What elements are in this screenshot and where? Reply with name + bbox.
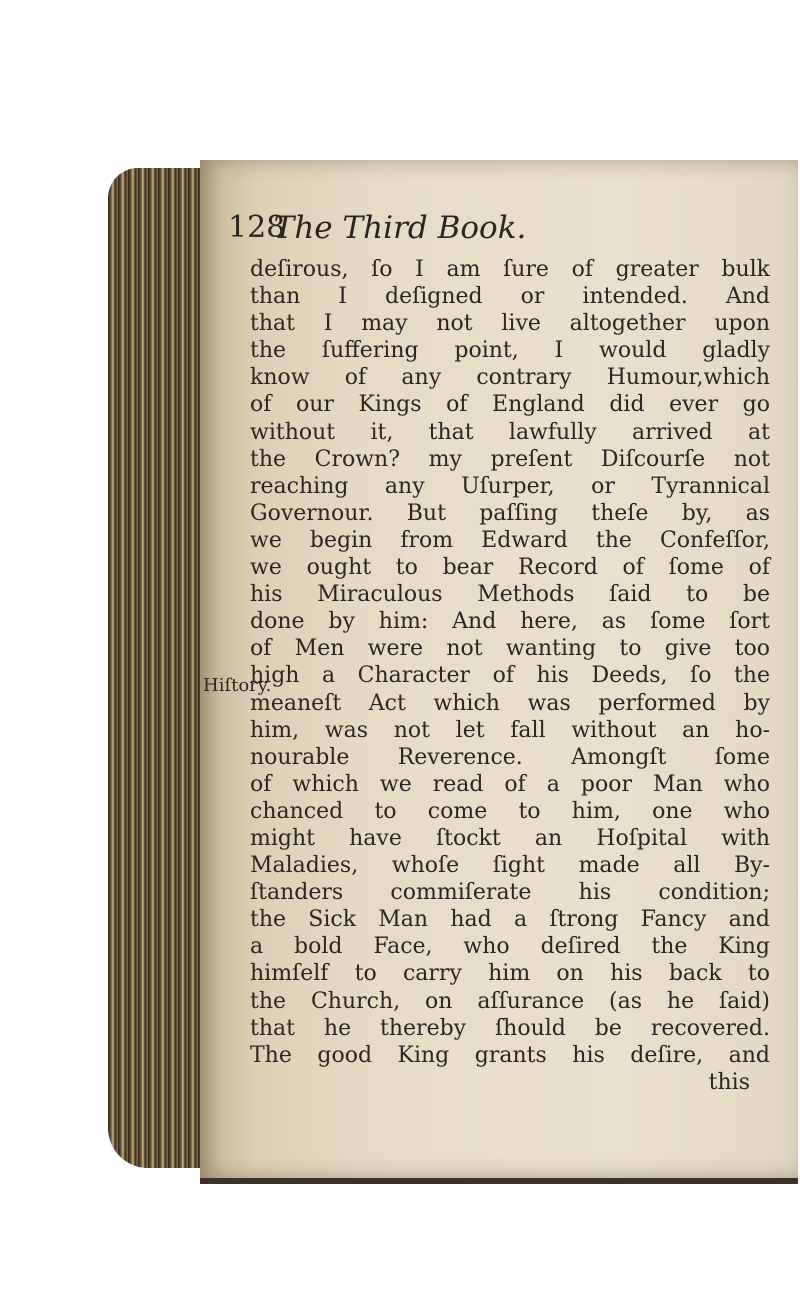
text-line: we ought to bear Record of ſome of: [250, 555, 770, 581]
text-line: reaching any Uſurper, or Tyrannical: [250, 473, 770, 499]
text-line: might have ſtockt an Hoſpital with: [250, 825, 770, 851]
text-line: nourable Reverence. Amongſt ſome: [250, 744, 770, 770]
text-line: that he thereby ſhould be recovered.: [250, 1015, 770, 1041]
text-line: him, was not let fall without an ho-: [250, 717, 770, 743]
catchword: this: [708, 1069, 750, 1095]
text-line: Governour. But paſſing theſe by, as: [250, 500, 770, 526]
text-line: of Men were not wanting to give too: [250, 636, 770, 662]
text-line: we begin from Edward the Confeſſor,: [250, 527, 770, 553]
text-line: know of any contrary Humour,which: [250, 365, 770, 391]
text-line: chanced to come to him, one who: [250, 798, 770, 824]
text-line: of our Kings of England did ever go: [250, 392, 770, 418]
text-line: without it, that lawfully arrived at: [250, 419, 770, 445]
text-line: meaneſt Act which was performed by: [250, 690, 770, 716]
text-line: his Miraculous Methods ſaid to be: [250, 582, 770, 608]
text-line: than I deſigned or intended. And: [250, 284, 770, 310]
book-spine-edge: [108, 168, 208, 1168]
text-line: a bold Face, who deſired the King: [250, 934, 770, 960]
text-line: the ſuffering point, I would gladly: [250, 338, 770, 364]
text-line: Maladies, whoſe ſight made all By-: [250, 853, 770, 879]
text-line: done by him: And here, as ſome ſort: [250, 609, 770, 635]
text-line: the Sick Man had a ſtrong Fancy and: [250, 907, 770, 933]
body-text: [250, 256, 770, 1096]
text-line: the Crown? my preſent Diſcourſe not: [250, 446, 770, 472]
page-number: 128: [228, 210, 286, 245]
text-line: The good King grants his deſire, and: [250, 1042, 770, 1068]
text-line: of which we read of a poor Man who: [250, 771, 770, 797]
text-line: himſelf to carry him on his back to: [250, 961, 770, 987]
text-line: high a Character of his Deeds, ſo the: [250, 663, 770, 689]
text-line: that I may not live altogether upon: [250, 311, 770, 337]
text-line: the Church, on aſſurance (as he ſaid): [250, 988, 770, 1014]
text-line: ſtanders commiſerate his condition;: [250, 880, 770, 906]
margin-note: Hiſtory.: [203, 675, 272, 696]
running-head: The Third Book.: [273, 210, 527, 246]
text-line: deſirous, ſo I am ſure of greater bulk: [250, 257, 770, 282]
